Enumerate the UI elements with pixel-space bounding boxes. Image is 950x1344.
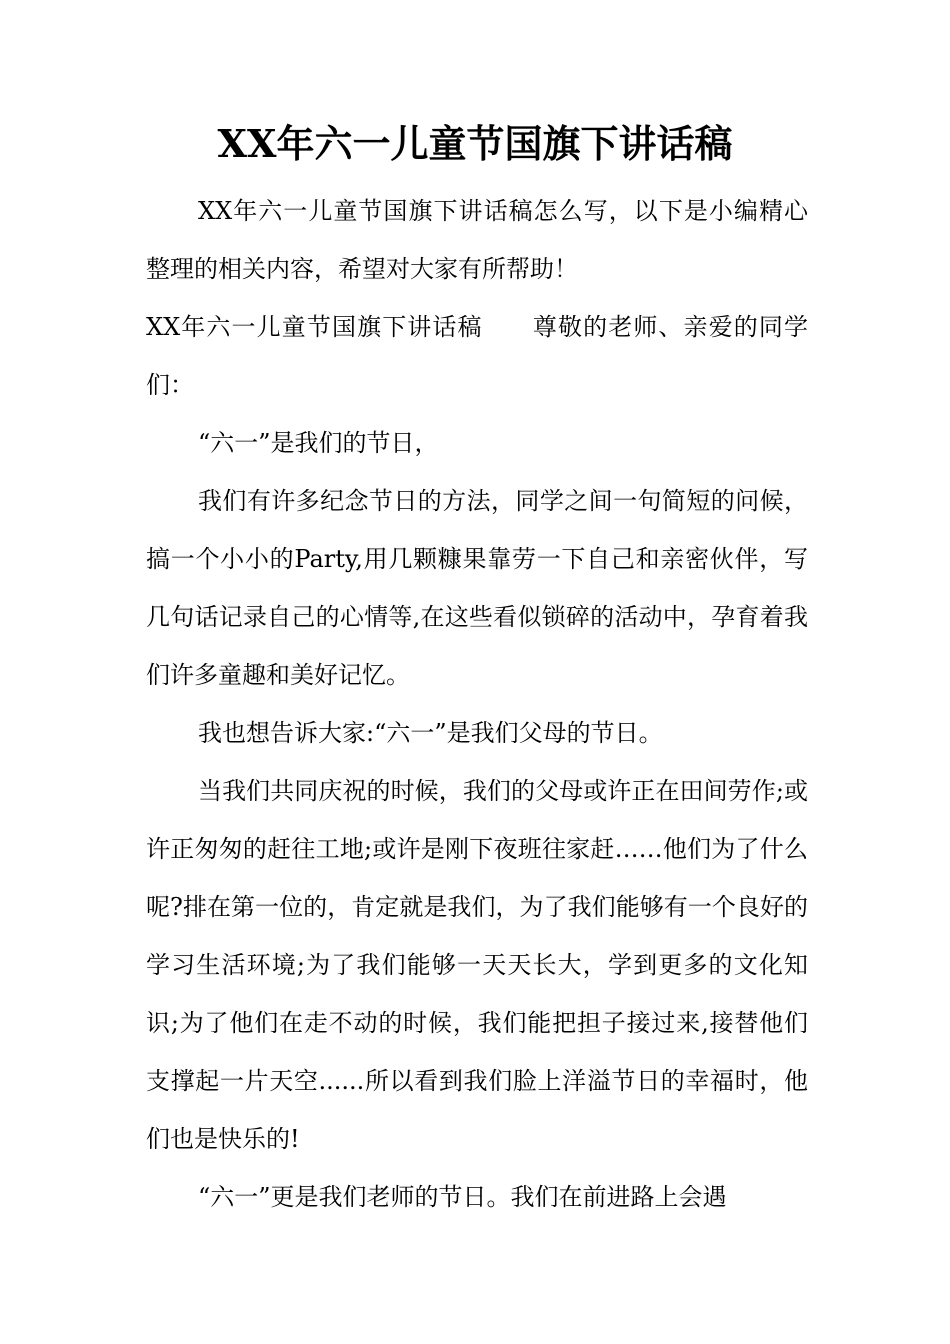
paragraph-parents-work: 当我们共同庆祝的时候，我们的父母或许正在田间劳作;或许正匆匆的赶往工地;或许是刚下夜班往家赶……他们为了什么呢?排在第一位的，肯定就是我们，为了我们能够有一个良好的学习生活环境;为了我们能够一天天长大，学到更多的文化知识;为了他们在走不动的时候，我们能把担子接过来,接替他们支撑起一片天空......所以看到我们脸上洋溢节日的幸福时，他们也是快乐的! — [146, 777, 808, 1153]
document-body — [146, 182, 808, 1226]
paragraph-greeting: XX年六一儿童节国旗下讲话稿 尊敬的老师、亲爱的同学们： — [146, 313, 808, 399]
paragraph-our-festival: “六一”是我们的节日， — [198, 429, 439, 457]
paragraph-intro: XX年六一儿童节国旗下讲话稿怎么写，以下是小编精心整理的相关内容，希望对大家有所帮助！ — [146, 197, 808, 283]
paragraph-celebration-ways: 我们有许多纪念节日的方法，同学之间一句简短的问候，搞一个小小的Party,用几颗糠果靠劳一下自己和亲密伙伴，写几句话记录自己的心情等,在这些看似锁碎的活动中，孕育着我们许多童趣和美好记忆。 — [146, 487, 808, 689]
document-title: XX年六一儿童节国旗下讲话稿 — [217, 121, 733, 166]
paragraph-teachers-festival: “六一”更是我们老师的节日。我们在前进路上会遇 — [198, 1183, 727, 1211]
paragraph-parents-festival: 我也想告诉大家:“六一”是我们父母的节日。 — [198, 719, 663, 747]
